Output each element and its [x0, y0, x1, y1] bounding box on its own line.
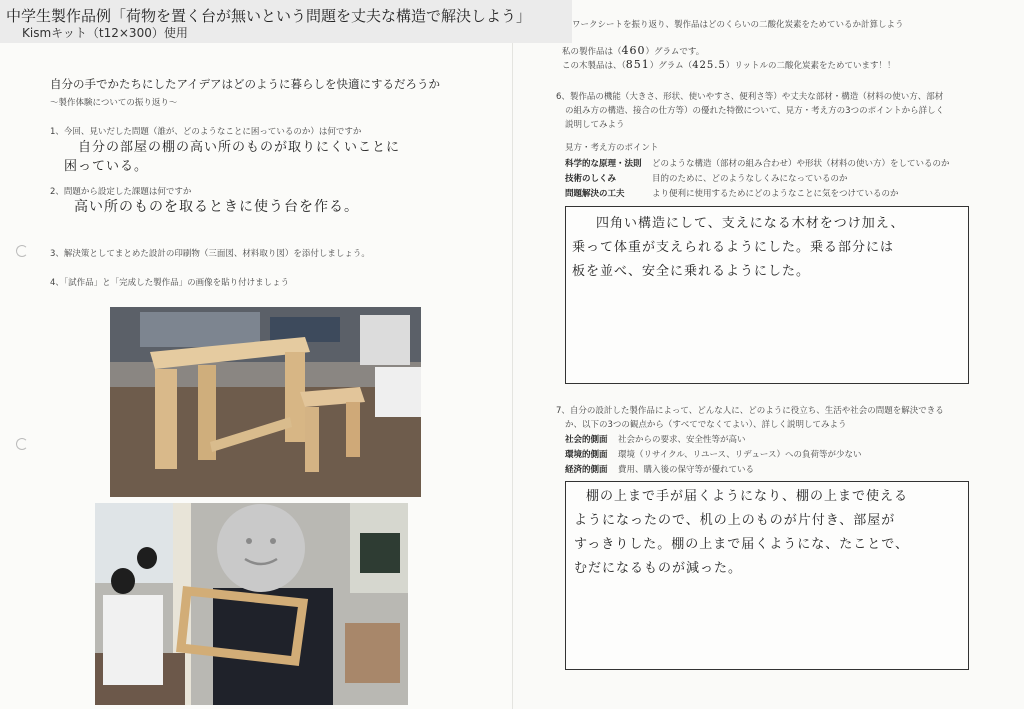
aspect-text: 社会からの要求、安全性等が高い: [618, 435, 746, 445]
prototype-photo: [110, 307, 421, 497]
finished-product-photo: [95, 503, 408, 705]
question-4: 4、「試作品」と「完成した製作品」の画像を貼り付けましょう: [50, 278, 290, 288]
question-7-line-2: か、以下の3つの観点から（すべてでなくてよい）、詳しく説明してみよう: [565, 420, 847, 430]
answer-6-line-3: 板を並べ、安全に乗れるようにした。: [572, 264, 811, 279]
answer-7-line-2: ようになったので、机の上のものが片付き、部屋が: [574, 513, 896, 528]
point-text: より便利に使用するためにどのようなことに気をつけているのか: [652, 189, 899, 199]
banner-title: 中学生製作品例「荷物を置く台が無いという問題を丈夫な構造で解決しよう」: [6, 7, 532, 25]
co2-intro: ワークシートを振り返り、製作品はどのくらいの二酸化炭素をためているか計算しよう: [572, 20, 904, 30]
answer-7-box: [565, 481, 969, 670]
point-label: 問題解決の工夫: [565, 189, 625, 199]
answer-1-line-1: 自分の部屋の棚の高い所のものが取りにくいことに: [78, 140, 401, 155]
point-text: 目的のために、どのようなしくみになっているのか: [652, 174, 848, 184]
question-7-line-1: 7、自分の設計した製作品によって、どんな人に、どのように役立ち、生活や社会の問題を解決できる: [556, 406, 944, 416]
answer-6-line-1: 四角い構造にして、支えになる木材をつけ加え、: [596, 216, 905, 231]
weight-value: 460: [621, 44, 646, 57]
worksheet-title: 自分の手でかたちにしたアイデアはどのように暮らしを快適にするだろうか: [50, 77, 440, 91]
question-6-line-2: の組み方の構造、接合の仕方等）の優れた特徴について、見方・考え方の3つのポイントから詳しく: [565, 106, 945, 116]
answer-7-line-3: すっきりした。棚の上まで届くようにな、たことで、: [574, 537, 909, 552]
aspect-text: 環境（リサイクル、リユース、リデュース）への負荷等が少ない: [618, 450, 862, 460]
answer-2: 高い所のものを取るときに使う台を作る。: [74, 199, 359, 215]
question-2: 2、問題から設定した課題は何ですか: [50, 187, 192, 197]
answer-6-box: [565, 206, 969, 384]
answer-1-line-2: 困っている。: [64, 159, 149, 174]
aspect-text: 費用、購入後の保守等が優れている: [618, 465, 755, 475]
co2-line: この木製品は、（851）グラム（425.5）リットルの二酸化炭素をためています！！: [562, 58, 896, 71]
point-label: 技術のしくみ: [565, 174, 617, 184]
co2-liters-value: 425.5: [692, 60, 726, 71]
aspect-label: 環境的側面: [565, 450, 608, 460]
answer-7-line-4: むだになるものが減った。: [574, 561, 743, 576]
question-6-line-1: 6、製作品の機能（大きさ、形状、使いやすさ、便利さ等）や丈夫な部材・構造（材料の使い方、部材: [556, 92, 944, 102]
worksheet-subtitle: 〜製作体験についての振り返り〜: [50, 98, 178, 108]
binding-hole: [16, 245, 28, 257]
question-6-line-3: 説明してみよう: [565, 120, 625, 130]
aspect-label: 経済的側面: [565, 465, 608, 475]
banner-subtitle: Kismキット（t12×300）使用: [22, 26, 188, 40]
point-text: どのような構造（部材の組み合わせ）や形状（材料の使い方）をしているのか: [652, 159, 950, 169]
question-1: 1、今回、見いだした問題（誰が、どのようなことに困っているのか）は何ですか: [50, 127, 362, 137]
aspect-label: 社会的側面: [565, 435, 608, 445]
points-heading: 見方・考え方のポイント: [565, 143, 659, 153]
binding-hole: [16, 438, 28, 450]
answer-7-line-1: 棚の上まで手が届くようになり、棚の上まで使える: [586, 489, 909, 504]
co2-grams-value: 851: [625, 58, 650, 71]
answer-6-line-2: 乗って体重が支えられるようにした。乗る部分には: [572, 240, 895, 255]
example-banner: [0, 0, 572, 43]
weight-line: 私の製作品は（460）グラムです。: [562, 44, 705, 57]
point-label: 科学的な原理・法則: [565, 159, 642, 169]
question-3: 3、解決策としてまとめた設計の印刷物（三面図、材料取り図）を添付しましょう。: [50, 249, 370, 259]
